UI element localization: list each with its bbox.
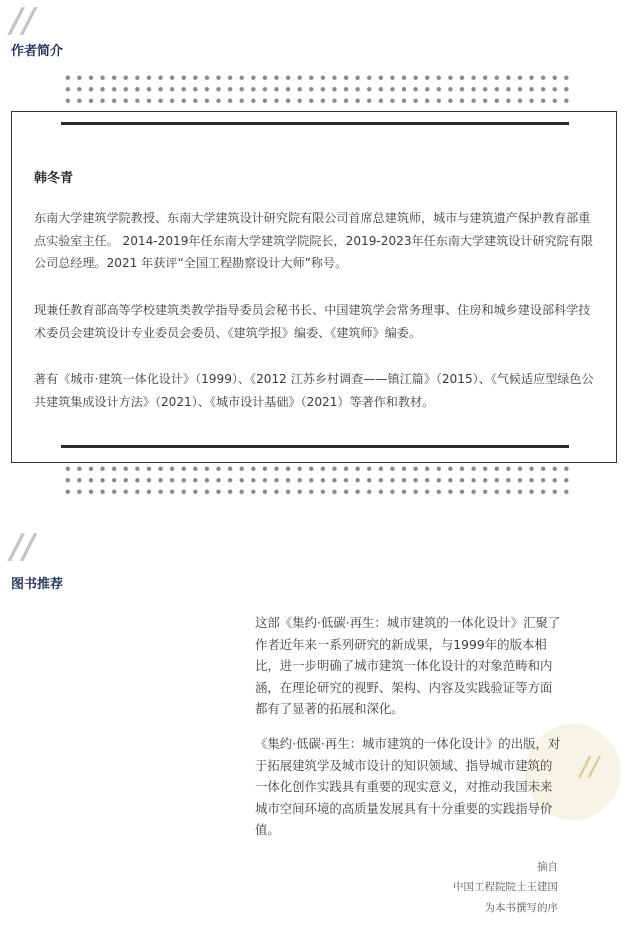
quote-mark-icon: //: [10, 527, 35, 567]
author-section-heading: 作者简介: [11, 44, 64, 59]
author-positions-paragraph: 现兼任教育部高等学校建筑类教学指导委员会秘书长、中国建筑学会常务理事、住房和城乡建设部科学技术委员会建筑设计专业委员会委员、《建筑学报》编委、《建筑师》编委。: [34, 303, 591, 340]
frame-bottom-rule: [61, 445, 569, 448]
author-name: 韩冬青: [34, 171, 74, 186]
attribution-context: 为本书撰写的序: [484, 902, 558, 914]
dot-pattern-bottom: [62, 463, 574, 497]
quote-mark-icon: //: [10, 1, 35, 41]
dot-pattern-top: [62, 72, 574, 106]
book-recommendation-paragraph: 这部《集约·低碳·再生：城市建筑的一体化设计》汇聚了作者近年来一系列研究的新成果，与1999年的版本相比，进一步明确了城市建筑一体化设计的对象范畴和内涵，在理论研究的视野、架构、内容及实践验证等方面都有了显著的拓展和深化。: [255, 615, 561, 716]
frame-top-rule: [61, 122, 569, 125]
book-significance-paragraph: 《集约·低碳·再生：城市建筑的一体化设计》的出版，对于拓展建筑学及城市设计的知识领域、指导城市建筑的一体化创作实践具有重要的现实意义，对推动我国未来城市空间环境的高质量发展具有十分重要的实践指导价值。: [255, 736, 561, 837]
attribution-source: 摘自: [537, 861, 558, 873]
decorative-quote-icon: //: [580, 752, 599, 782]
book-section-heading: 图书推荐: [11, 577, 64, 592]
author-bio-frame: [11, 111, 617, 463]
author-bio-paragraph: 东南大学建筑学院教授、东南大学建筑设计研究院有限公司首席总建筑师，城市与建筑遗产保护教育部重点实验室主任。 2014-2019年任东南大学建筑学院院长，2019-2023年任东南大学建筑设计研究院有限公司总经理。2021 年获评“全国工程勘察设计大师”称号。: [34, 211, 593, 270]
author-works-paragraph: 著有《城市·建筑一体化设计》（1999）、《2012 江苏乡村调查——镇江篇》（2015）、《气候适应型绿色公共建筑集成设计方法》（2021）、《城市设计基础》（2021）等著作和教材。: [34, 372, 594, 409]
attribution-author: 中国工程院院士王建国: [453, 881, 558, 893]
